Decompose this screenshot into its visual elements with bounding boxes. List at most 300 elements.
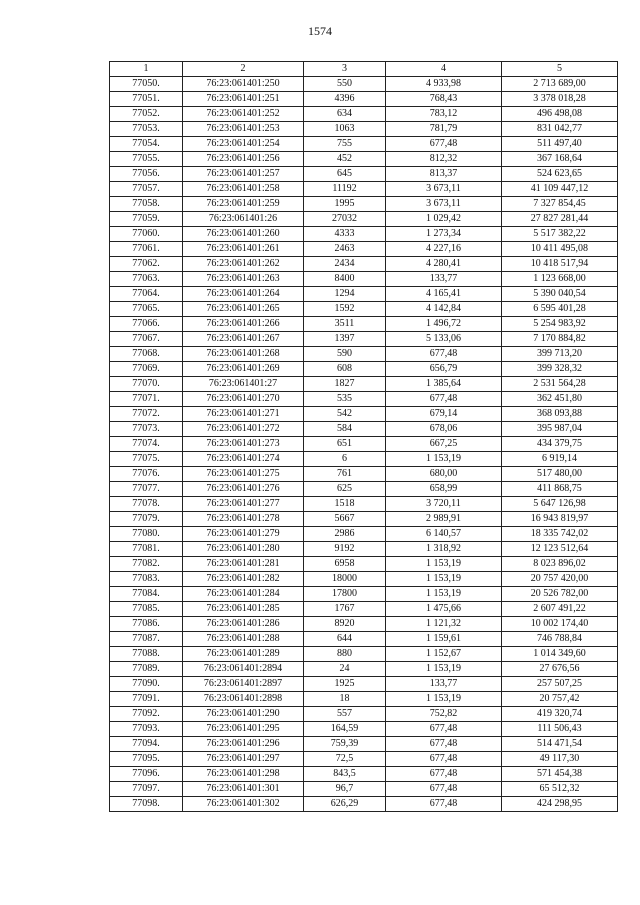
unit-value-cell: 677,48 — [386, 752, 502, 767]
cadastral-number-cell: 76:23:061401:263 — [183, 272, 304, 287]
row-number-cell: 77090. — [110, 677, 183, 692]
table-row — [110, 587, 618, 602]
cadastral-number-cell: 76:23:061401:268 — [183, 347, 304, 362]
unit-value-cell: 658,99 — [386, 482, 502, 497]
row-number-cell: 77083. — [110, 572, 183, 587]
cadastral-number-cell: 76:23:061401:285 — [183, 602, 304, 617]
table-row — [110, 452, 618, 467]
cadastral-value-cell: 395 987,04 — [502, 422, 618, 437]
unit-value-cell: 677,48 — [386, 767, 502, 782]
area-cell: 4396 — [304, 92, 386, 107]
cadastral-value-cell: 12 123 512,64 — [502, 542, 618, 557]
area-cell: 11192 — [304, 182, 386, 197]
area-cell: 1397 — [304, 332, 386, 347]
unit-value-cell: 752,82 — [386, 707, 502, 722]
unit-value-cell: 1 153,19 — [386, 572, 502, 587]
row-number-cell: 77088. — [110, 647, 183, 662]
cadastral-value-cell: 111 506,43 — [502, 722, 618, 737]
table-row — [110, 737, 618, 752]
cadastral-number-cell: 76:23:061401:296 — [183, 737, 304, 752]
cadastral-number-cell: 76:23:061401:254 — [183, 137, 304, 152]
unit-value-cell: 4 280,41 — [386, 257, 502, 272]
unit-value-cell: 1 152,67 — [386, 647, 502, 662]
area-cell: 550 — [304, 77, 386, 92]
cadastral-number-cell: 76:23:061401:266 — [183, 317, 304, 332]
row-number-cell: 77059. — [110, 212, 183, 227]
row-number-cell: 77079. — [110, 512, 183, 527]
area-cell: 5667 — [304, 512, 386, 527]
table-row — [110, 242, 618, 257]
area-cell: 880 — [304, 647, 386, 662]
cadastral-number-cell: 76:23:061401:251 — [183, 92, 304, 107]
column-header-5: 5 — [502, 62, 618, 77]
row-number-cell: 77092. — [110, 707, 183, 722]
unit-value-cell: 133,77 — [386, 677, 502, 692]
area-cell: 1767 — [304, 602, 386, 617]
unit-value-cell: 1 318,92 — [386, 542, 502, 557]
cadastral-number-cell: 76:23:061401:277 — [183, 497, 304, 512]
unit-value-cell: 133,77 — [386, 272, 502, 287]
unit-value-cell: 1 273,34 — [386, 227, 502, 242]
cadastral-value-cell: 5 254 983,92 — [502, 317, 618, 332]
table-row — [110, 632, 618, 647]
unit-value-cell: 4 227,16 — [386, 242, 502, 257]
table-row — [110, 677, 618, 692]
table-row — [110, 137, 618, 152]
table-row — [110, 497, 618, 512]
cadastral-value-cell: 571 454,38 — [502, 767, 618, 782]
row-number-cell: 77098. — [110, 797, 183, 812]
cadastral-number-cell: 76:23:061401:298 — [183, 767, 304, 782]
unit-value-cell: 1 153,19 — [386, 587, 502, 602]
unit-value-cell: 1 159,61 — [386, 632, 502, 647]
cadastral-value-cell: 7 170 884,82 — [502, 332, 618, 347]
cadastral-number-cell: 76:23:061401:272 — [183, 422, 304, 437]
cadastral-value-cell: 20 757,42 — [502, 692, 618, 707]
area-cell: 1995 — [304, 197, 386, 212]
table-row — [110, 362, 618, 377]
row-number-cell: 77053. — [110, 122, 183, 137]
row-number-cell: 77075. — [110, 452, 183, 467]
cadastral-number-cell: 76:23:061401:2897 — [183, 677, 304, 692]
table-row — [110, 377, 618, 392]
cadastral-value-cell: 524 623,65 — [502, 167, 618, 182]
area-cell: 18 — [304, 692, 386, 707]
table-row — [110, 167, 618, 182]
area-cell: 590 — [304, 347, 386, 362]
area-cell: 1518 — [304, 497, 386, 512]
cadastral-value-cell: 10 411 495,08 — [502, 242, 618, 257]
area-cell: 634 — [304, 107, 386, 122]
unit-value-cell: 813,37 — [386, 167, 502, 182]
area-cell: 645 — [304, 167, 386, 182]
cadastral-number-cell: 76:23:061401:259 — [183, 197, 304, 212]
unit-value-cell: 1 496,72 — [386, 317, 502, 332]
cadastral-number-cell: 76:23:061401:271 — [183, 407, 304, 422]
unit-value-cell: 677,48 — [386, 782, 502, 797]
table-row — [110, 482, 618, 497]
area-cell: 24 — [304, 662, 386, 677]
row-number-cell: 77078. — [110, 497, 183, 512]
table-row — [110, 407, 618, 422]
table-row — [110, 287, 618, 302]
cadastral-value-cell: 20 526 782,00 — [502, 587, 618, 602]
table-row — [110, 257, 618, 272]
table-row — [110, 542, 618, 557]
area-cell: 2986 — [304, 527, 386, 542]
area-cell: 542 — [304, 407, 386, 422]
cadastral-number-cell: 76:23:061401:302 — [183, 797, 304, 812]
row-number-cell: 77093. — [110, 722, 183, 737]
row-number-cell: 77063. — [110, 272, 183, 287]
table-row — [110, 572, 618, 587]
cadastral-number-cell: 76:23:061401:280 — [183, 542, 304, 557]
table-row — [110, 227, 618, 242]
table-row — [110, 272, 618, 287]
table-row — [110, 107, 618, 122]
row-number-cell: 77089. — [110, 662, 183, 677]
cadastral-number-cell: 76:23:061401:258 — [183, 182, 304, 197]
cadastral-value-cell: 5 647 126,98 — [502, 497, 618, 512]
area-cell: 452 — [304, 152, 386, 167]
unit-value-cell: 1 153,19 — [386, 557, 502, 572]
table-row — [110, 692, 618, 707]
cadastral-number-cell: 76:23:061401:275 — [183, 467, 304, 482]
cadastral-value-cell: 411 868,75 — [502, 482, 618, 497]
column-header-2: 2 — [183, 62, 304, 77]
table-row — [110, 782, 618, 797]
row-number-cell: 77082. — [110, 557, 183, 572]
cadastral-value-cell: 2 713 689,00 — [502, 77, 618, 92]
table-row — [110, 92, 618, 107]
area-cell: 535 — [304, 392, 386, 407]
cadastral-value-cell: 41 109 447,12 — [502, 182, 618, 197]
unit-value-cell: 3 673,11 — [386, 182, 502, 197]
area-cell: 4333 — [304, 227, 386, 242]
unit-value-cell: 677,48 — [386, 137, 502, 152]
cadastral-value-cell: 2 607 491,22 — [502, 602, 618, 617]
unit-value-cell: 677,48 — [386, 722, 502, 737]
cadastral-number-cell: 76:23:061401:27 — [183, 377, 304, 392]
table-row — [110, 662, 618, 677]
unit-value-cell: 5 133,06 — [386, 332, 502, 347]
page-number: 1574 — [308, 24, 332, 38]
area-cell: 557 — [304, 707, 386, 722]
unit-value-cell: 781,79 — [386, 122, 502, 137]
area-cell: 6958 — [304, 557, 386, 572]
cadastral-number-cell: 76:23:061401:264 — [183, 287, 304, 302]
row-number-cell: 77051. — [110, 92, 183, 107]
unit-value-cell: 1 029,42 — [386, 212, 502, 227]
row-number-cell: 77054. — [110, 137, 183, 152]
unit-value-cell: 678,06 — [386, 422, 502, 437]
cadastral-number-cell: 76:23:061401:274 — [183, 452, 304, 467]
table-header — [110, 62, 618, 77]
cadastral-value-cell: 6 919,14 — [502, 452, 618, 467]
cadastral-value-cell: 5 390 040,54 — [502, 287, 618, 302]
cadastral-value-cell: 10 002 174,40 — [502, 617, 618, 632]
cadastral-number-cell: 76:23:061401:253 — [183, 122, 304, 137]
unit-value-cell: 677,48 — [386, 797, 502, 812]
area-cell: 1294 — [304, 287, 386, 302]
cadastral-number-cell: 76:23:061401:250 — [183, 77, 304, 92]
row-number-cell: 77074. — [110, 437, 183, 452]
cadastral-value-cell: 368 093,88 — [502, 407, 618, 422]
cadastral-number-cell: 76:23:061401:281 — [183, 557, 304, 572]
row-number-cell: 77050. — [110, 77, 183, 92]
table-row — [110, 302, 618, 317]
area-cell: 72,5 — [304, 752, 386, 767]
row-number-cell: 77067. — [110, 332, 183, 347]
column-header-1: 1 — [110, 62, 183, 77]
table-row — [110, 722, 618, 737]
unit-value-cell: 1 385,64 — [386, 377, 502, 392]
row-number-cell: 77065. — [110, 302, 183, 317]
cadastral-number-cell: 76:23:061401:301 — [183, 782, 304, 797]
area-cell: 608 — [304, 362, 386, 377]
table-row — [110, 422, 618, 437]
cadastral-value-cell: 27 676,56 — [502, 662, 618, 677]
row-number-cell: 77069. — [110, 362, 183, 377]
cadastral-number-cell: 76:23:061401:2898 — [183, 692, 304, 707]
cadastral-number-cell: 76:23:061401:252 — [183, 107, 304, 122]
row-number-cell: 77073. — [110, 422, 183, 437]
column-header-3: 3 — [304, 62, 386, 77]
cadastral-number-cell: 76:23:061401:273 — [183, 437, 304, 452]
table-row — [110, 512, 618, 527]
area-cell: 8920 — [304, 617, 386, 632]
area-cell: 8400 — [304, 272, 386, 287]
area-cell: 164,59 — [304, 722, 386, 737]
row-number-cell: 77056. — [110, 167, 183, 182]
row-number-cell: 77061. — [110, 242, 183, 257]
cadastral-value-cell: 419 320,74 — [502, 707, 618, 722]
cadastral-value-cell: 18 335 742,02 — [502, 527, 618, 542]
row-number-cell: 77097. — [110, 782, 183, 797]
cadastral-number-cell: 76:23:061401:262 — [183, 257, 304, 272]
table-row — [110, 152, 618, 167]
table-row — [110, 392, 618, 407]
table-row — [110, 347, 618, 362]
cadastral-value-cell: 424 298,95 — [502, 797, 618, 812]
area-cell: 2434 — [304, 257, 386, 272]
area-cell: 96,7 — [304, 782, 386, 797]
cadastral-number-cell: 76:23:061401:282 — [183, 572, 304, 587]
cadastral-number-cell: 76:23:061401:26 — [183, 212, 304, 227]
row-number-cell: 77077. — [110, 482, 183, 497]
area-cell: 27032 — [304, 212, 386, 227]
unit-value-cell: 667,25 — [386, 437, 502, 452]
cadastral-value-cell: 496 498,08 — [502, 107, 618, 122]
cadastral-number-cell: 76:23:061401:269 — [183, 362, 304, 377]
cadastral-number-cell: 76:23:061401:260 — [183, 227, 304, 242]
table-row — [110, 197, 618, 212]
row-number-cell: 77076. — [110, 467, 183, 482]
cadastral-value-cell: 16 943 819,97 — [502, 512, 618, 527]
unit-value-cell: 1 153,19 — [386, 662, 502, 677]
row-number-cell: 77072. — [110, 407, 183, 422]
cadastral-value-cell: 7 327 854,45 — [502, 197, 618, 212]
table-row — [110, 77, 618, 92]
row-number-cell: 77091. — [110, 692, 183, 707]
row-number-cell: 77064. — [110, 287, 183, 302]
unit-value-cell: 783,12 — [386, 107, 502, 122]
unit-value-cell: 677,48 — [386, 347, 502, 362]
area-cell: 755 — [304, 137, 386, 152]
cadastral-number-cell: 76:23:061401:295 — [183, 722, 304, 737]
cadastral-value-cell: 399 328,32 — [502, 362, 618, 377]
row-number-cell: 77052. — [110, 107, 183, 122]
table-row — [110, 647, 618, 662]
cadastral-number-cell: 76:23:061401:284 — [183, 587, 304, 602]
cadastral-value-cell: 1 014 349,60 — [502, 647, 618, 662]
cadastral-number-cell: 76:23:061401:289 — [183, 647, 304, 662]
row-number-cell: 77058. — [110, 197, 183, 212]
cadastral-number-cell: 76:23:061401:265 — [183, 302, 304, 317]
cadastral-value-cell: 514 471,54 — [502, 737, 618, 752]
unit-value-cell: 3 720,11 — [386, 497, 502, 512]
cadastral-value-cell: 3 378 018,28 — [502, 92, 618, 107]
header-row — [110, 62, 618, 77]
cadastral-value-cell: 10 418 517,94 — [502, 257, 618, 272]
unit-value-cell: 1 121,32 — [386, 617, 502, 632]
table-row — [110, 182, 618, 197]
table-body — [110, 77, 618, 812]
area-cell: 1063 — [304, 122, 386, 137]
cadastral-number-cell: 76:23:061401:279 — [183, 527, 304, 542]
cadastral-value-cell: 8 023 896,02 — [502, 557, 618, 572]
row-number-cell: 77084. — [110, 587, 183, 602]
area-cell: 1827 — [304, 377, 386, 392]
row-number-cell: 77057. — [110, 182, 183, 197]
unit-value-cell: 4 165,41 — [386, 287, 502, 302]
row-number-cell: 77070. — [110, 377, 183, 392]
table-row — [110, 602, 618, 617]
table-row — [110, 317, 618, 332]
area-cell: 2463 — [304, 242, 386, 257]
cadastral-value-cell: 434 379,75 — [502, 437, 618, 452]
cadastral-number-cell: 76:23:061401:276 — [183, 482, 304, 497]
area-cell: 1925 — [304, 677, 386, 692]
area-cell: 761 — [304, 467, 386, 482]
table-row — [110, 797, 618, 812]
area-cell: 625 — [304, 482, 386, 497]
cadastral-value-cell: 517 480,00 — [502, 467, 618, 482]
table-row — [110, 557, 618, 572]
row-number-cell: 77066. — [110, 317, 183, 332]
unit-value-cell: 2 989,91 — [386, 512, 502, 527]
row-number-cell: 77071. — [110, 392, 183, 407]
unit-value-cell: 1 153,19 — [386, 452, 502, 467]
cadastral-value-cell: 5 517 382,22 — [502, 227, 618, 242]
cadastral-value-cell: 367 168,64 — [502, 152, 618, 167]
unit-value-cell: 3 673,11 — [386, 197, 502, 212]
cadastral-number-cell: 76:23:061401:256 — [183, 152, 304, 167]
unit-value-cell: 812,32 — [386, 152, 502, 167]
row-number-cell: 77095. — [110, 752, 183, 767]
table-row — [110, 752, 618, 767]
cadastral-value-cell: 6 595 401,28 — [502, 302, 618, 317]
cadastral-value-cell: 399 713,20 — [502, 347, 618, 362]
row-number-cell: 77094. — [110, 737, 183, 752]
unit-value-cell: 1 475,66 — [386, 602, 502, 617]
table-row — [110, 212, 618, 227]
cadastral-number-cell: 76:23:061401:2894 — [183, 662, 304, 677]
area-cell: 6 — [304, 452, 386, 467]
area-cell: 626,29 — [304, 797, 386, 812]
unit-value-cell: 656,79 — [386, 362, 502, 377]
table-row — [110, 707, 618, 722]
unit-value-cell: 768,43 — [386, 92, 502, 107]
area-cell: 1592 — [304, 302, 386, 317]
cadastral-value-cell: 1 123 668,00 — [502, 272, 618, 287]
unit-value-cell: 677,48 — [386, 392, 502, 407]
table-row — [110, 527, 618, 542]
cadastral-number-cell: 76:23:061401:278 — [183, 512, 304, 527]
cadastral-value-cell: 27 827 281,44 — [502, 212, 618, 227]
area-cell: 3511 — [304, 317, 386, 332]
cadastral-number-cell: 76:23:061401:297 — [183, 752, 304, 767]
unit-value-cell: 677,48 — [386, 737, 502, 752]
area-cell: 644 — [304, 632, 386, 647]
cadastral-number-cell: 76:23:061401:286 — [183, 617, 304, 632]
table-row — [110, 332, 618, 347]
cadastral-value-cell: 49 117,30 — [502, 752, 618, 767]
table-row — [110, 767, 618, 782]
row-number-cell: 77068. — [110, 347, 183, 362]
cadastral-number-cell: 76:23:061401:257 — [183, 167, 304, 182]
row-number-cell: 77080. — [110, 527, 183, 542]
table-row — [110, 437, 618, 452]
cadastral-number-cell: 76:23:061401:261 — [183, 242, 304, 257]
unit-value-cell: 679,14 — [386, 407, 502, 422]
row-number-cell: 77085. — [110, 602, 183, 617]
table-row — [110, 122, 618, 137]
cadastral-number-cell: 76:23:061401:288 — [183, 632, 304, 647]
cadastral-value-cell: 20 757 420,00 — [502, 572, 618, 587]
row-number-cell: 77087. — [110, 632, 183, 647]
area-cell: 759,39 — [304, 737, 386, 752]
cadastral-value-cell: 65 512,32 — [502, 782, 618, 797]
unit-value-cell: 680,00 — [386, 467, 502, 482]
cadastral-number-cell: 76:23:061401:270 — [183, 392, 304, 407]
area-cell: 17800 — [304, 587, 386, 602]
row-number-cell: 77060. — [110, 227, 183, 242]
area-cell: 584 — [304, 422, 386, 437]
row-number-cell: 77086. — [110, 617, 183, 632]
column-header-4: 4 — [386, 62, 502, 77]
area-cell: 9192 — [304, 542, 386, 557]
cadastral-value-cell: 362 451,80 — [502, 392, 618, 407]
cadastral-value-cell: 257 507,25 — [502, 677, 618, 692]
table-row — [110, 467, 618, 482]
cadastral-value-cell: 2 531 564,28 — [502, 377, 618, 392]
unit-value-cell: 4 142,84 — [386, 302, 502, 317]
cadastral-number-cell: 76:23:061401:267 — [183, 332, 304, 347]
row-number-cell: 77062. — [110, 257, 183, 272]
cadastral-number-cell: 76:23:061401:290 — [183, 707, 304, 722]
unit-value-cell: 6 140,57 — [386, 527, 502, 542]
cadastral-value-cell: 511 497,40 — [502, 137, 618, 152]
unit-value-cell: 1 153,19 — [386, 692, 502, 707]
area-cell: 18000 — [304, 572, 386, 587]
cadastral-table — [109, 61, 618, 812]
row-number-cell: 77096. — [110, 767, 183, 782]
row-number-cell: 77055. — [110, 152, 183, 167]
area-cell: 843,5 — [304, 767, 386, 782]
table-row — [110, 617, 618, 632]
cadastral-value-cell: 831 042,77 — [502, 122, 618, 137]
